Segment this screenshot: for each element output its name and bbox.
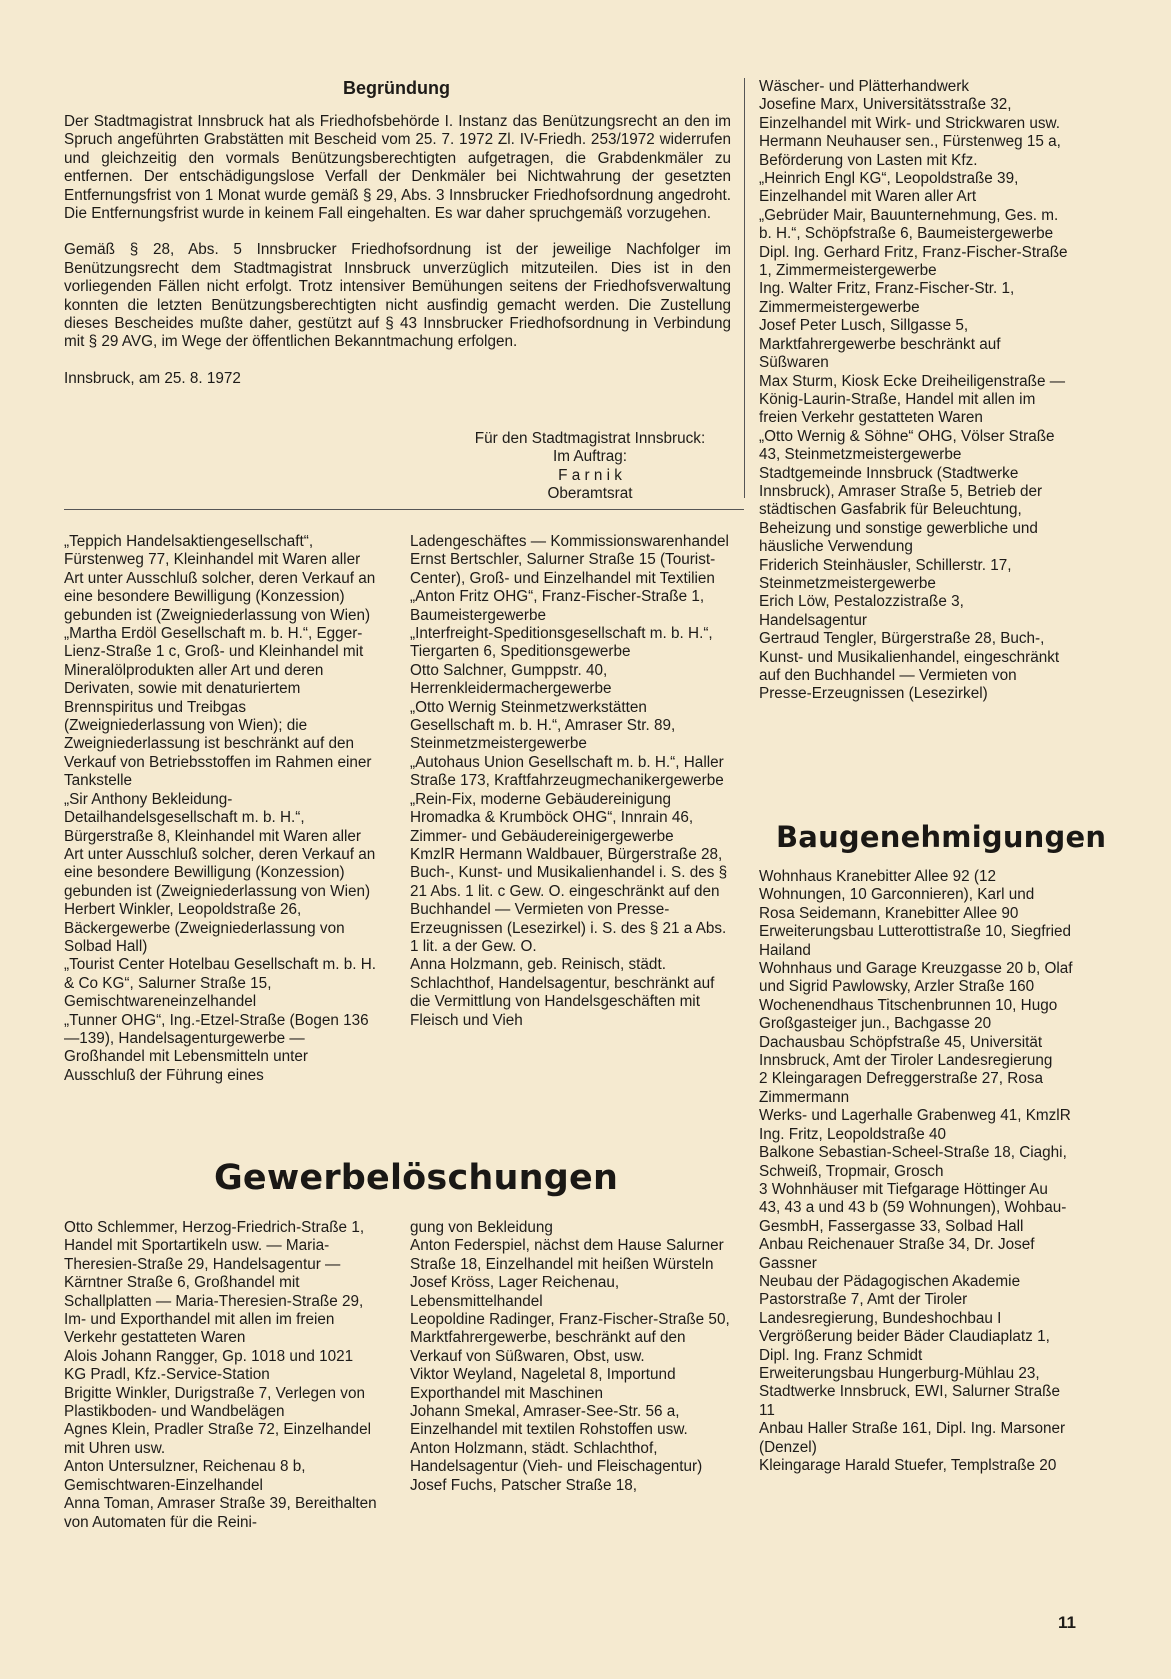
list-item: „Martha Erdöl Gesellschaft m. b. H.“, Egger-Lienz-Straße 1 c, Groß- und Kleinhandel mit Mineralölprodukten aller Art und deren Derivaten, sowie mit denaturiertem Brennspiritus und Treibgas (Zweigniederlassung von Wien); die Zweigniederlassung ist beschränkt auf den Verkauf von Betriebsstoffen im Rahmen einer Tankstelle (64, 625, 372, 790)
deletions-column-1 (64, 1219, 378, 1532)
list-item: Anton Holzmann, städt. Schlachthof, Handelsagentur (Vieh- und Fleischagentur) (410, 1439, 703, 1476)
list-item: Anton Untersulzner, Reichenau 8 b, Gemischtwaren-Einzelhandel (64, 1458, 306, 1494)
list-item: Stadtgemeinde Innsbruck (Stadtwerke Innsbruck), Amraser Straße 5, Betrieb der städtischen Gasfabrik für Beleuchtung, Beheizung und sonstige gewerbliche und häusliche Verwendung (759, 464, 1043, 556)
list-item: Neubau der Pädagogischen Akademie Pastorstraße 7, Amt der Tiroler Landesregierung, Bundeshochbau I (759, 1272, 1021, 1327)
list-item: KmzlR Hermann Waldbauer, Bürgerstraße 28, Buch-, Kunst- und Musikalienhandel i. S. des § 21 Abs. 1 lit. c Gew. O. eingeschränkt auf den Buchhandel — Vermieten von Presse-Erzeugnissen (Lesezirkel) i. S. des § 21 a Abs. 1 lit. a der Gew. O. (410, 845, 728, 955)
list-item: Wäscher- und Plätterhandwerk (759, 78, 970, 95)
begruendung-paragraph-2: Gemäß § 28, Abs. 5 Innsbrucker Friedhofsordnung ist der jeweilige Nachfolger im Benützungsrecht dem Stadtmagistrat Innsbruck unverzüglich mitzuteilen. Dies ist in den vorliegenden Fällen nicht erfolgt. Trotz intensiver Bemühungen seitens der Friedhofsverwaltung konnten die letzten Benützungsberechtigten nicht ausfindig gemacht werden. Die Zustellung dieses Bescheides mußte daher, gestützt auf § 43 Innsbrucker Friedhofsordnung in Verbindung mit § 29 AVG, im Wege der öffentlichen Bekanntmachung erfolgen. (64, 241, 731, 351)
list-item: Erweiterungsbau Hungerburg-Mühlau 23, Stadtwerke Innsbruck, EWI, Salurner Straße 11 (759, 1364, 1060, 1419)
signature-block (440, 430, 740, 504)
begruendung-date: Innsbruck, am 25. 8. 1972 (64, 369, 241, 387)
list-item: 2 Kleingaragen Defreggerstraße 27, Rosa Zimmermann (759, 1070, 1044, 1106)
list-item: Ladengeschäftes — Kommissionswarenhandel (410, 533, 729, 550)
baugenehmigungen-list (759, 868, 1073, 1475)
list-item: Hermann Neuhauser sen., Fürstenweg 15 a, Beförderung von Lasten mit Kfz. (759, 133, 1061, 169)
list-item: „Autohaus Union Gesellschaft m. b. H.“, Haller Straße 173, Kraftfahrzeugmechanikergewerbe (410, 753, 724, 790)
list-item: Agnes Klein, Pradler Straße 72, Einzelhandel mit Uhren usw. (64, 1421, 371, 1457)
list-item: Wohnhaus Kranebitter Allee 92 (12 Wohnungen, 10 Garconnieren), Karl und Rosa Seidemann, Kranebitter Allee 90 (759, 868, 1035, 922)
list-item: Werks- und Lagerhalle Grabenweg 41, KmzlR Ing. Fritz, Leopoldstraße 40 (759, 1107, 1071, 1143)
signature-line-3: F a r n i k (558, 466, 622, 484)
list-item: Balkone Sebastian-Scheel-Straße 18, Ciaghi, Schweiß, Tropmair, Grosch (759, 1144, 1067, 1180)
list-item: Erich Löw, Pestalozzistraße 3, Handelsagentur (759, 593, 964, 629)
list-item: „Sir Anthony Bekleidung-Detailhandelsgesellschaft m. b. H.“, Bürgerstraße 8, Kleinhandel mit Waren aller Art unter Ausschluß solcher, deren Verkauf an eine besondere Bewilligung (Konzession) gebunden ist (Zweigniederlassung von Wien) (64, 790, 376, 900)
gewerbeloeschungen-title: Gewerbelöschungen (214, 1158, 619, 1198)
signature-line-4: Oberamtsrat (547, 485, 633, 503)
list-item: „Teppich Handelsaktiengesellschaft“, Fürstenweg 77, Kleinhandel mit Waren aller Art unter Ausschluß solcher, deren Verkauf an eine besondere Bewilligung (Konzession) gebunden ist (Zweigniederlassung von Wien) (64, 533, 376, 624)
list-item: Otto Schlemmer, Herzog-Friedrich-Straße 1, Handel mit Sportartikeln usw. — Maria-Theresien-Straße 29, Handelsagentur — Kärntner Straße 6, Großhandel mit Schallplatten — Maria-Theresien-Straße 29, Im- und Exporthandel mit allen im freien Verkehr gestatteten Waren (64, 1219, 365, 1347)
new-trade-column-1 (64, 533, 378, 1085)
list-item: gung von Bekleidung (410, 1219, 553, 1236)
list-item: Anbau Haller Straße 161, Dipl. Ing. Marsoner (Denzel) (759, 1420, 1066, 1456)
list-item: Dipl. Ing. Gerhard Fritz, Franz-Fischer-Straße 1, Zimmermeistergewerbe (759, 243, 1068, 280)
list-item: „Interfreight-Speditionsgesellschaft m. b. H.“, Tiergarten 6, Speditionsgewerbe (410, 625, 713, 661)
list-item: Josef Peter Lusch, Sillgasse 5, Marktfahrergewerbe beschränkt auf Süßwaren (759, 317, 1001, 372)
section-divider (64, 509, 744, 510)
list-item: „Heinrich Engl KG“, Leopoldstraße 39, Einzelhandel mit Waren aller Art (759, 170, 1019, 206)
list-item: Wochenendhaus Titschenbrunnen 10, Hugo Großgasteiger jun., Bachgasse 20 (759, 996, 1058, 1033)
list-item: 3 Wohnhäuser mit Tiefgarage Höttinger Au 43, 43 a und 43 b (59 Wohnungen), Wohbau-GesmbH, Fassergasse 33, Solbad Hall (759, 1180, 1067, 1235)
baugenehmigungen-title: Baugenehmigungen (776, 820, 1107, 854)
list-item: „Gebrüder Mair, Bauunternehmung, Ges. m. b. H.“, Schöpfstraße 6, Baumeistergewerbe (759, 206, 1059, 243)
list-item: Anbau Reichenauer Straße 34, Dr. Josef Gassner (759, 1236, 1035, 1272)
new-trade-column-2 (410, 533, 732, 1030)
list-item: Josefine Marx, Universitätsstraße 32, Einzelhandel mit Wirk- und Strickwaren usw. (759, 96, 1060, 132)
list-item: Leopoldine Radinger, Franz-Fischer-Straße 50, Marktfahrergewerbe, beschränkt auf den Verkauf von Süßwaren, Obst, usw. (410, 1311, 730, 1365)
list-item: Otto Salchner, Gumppstr. 40, Herrenkleidermachergewerbe (410, 661, 612, 698)
list-item: Herbert Winkler, Leopoldstraße 26, Bäckergewerbe (Zweigniederlassung von Solbad Hall) (64, 901, 345, 955)
list-item: „Anton Fritz OHG“, Franz-Fischer-Straße 1, Baumeistergewerbe (410, 588, 705, 624)
list-item: Gertraud Tengler, Bürgerstraße 28, Buch-, Kunst- und Musikalienhandel, eingeschränkt auf den Buchhandel — Vermieten von Presse-Erzeugnissen (Lesezirkel) (759, 630, 1060, 703)
list-item: Erweiterungsbau Lutterottistraße 10, Siegfried Hailand (759, 923, 1072, 959)
list-item: Josef Kröss, Lager Reichenau, Lebensmittelhandel (410, 1274, 620, 1310)
list-item: „Otto Wernig & Söhne“ OHG, Völser Straße 43, Steinmetzmeistergewerbe (759, 427, 1055, 464)
list-item: Ing. Walter Fritz, Franz-Fischer-Str. 1, Zimmermeistergewerbe (759, 280, 1015, 316)
list-item: Friderich Steinhäusler, Schillerstr. 17, Steinmetzmeistergewerbe (759, 556, 1012, 592)
list-item: Anna Toman, Amraser Straße 39, Bereithalten von Automaten für die Reini- (64, 1495, 377, 1531)
begruendung-title: Begründung (343, 78, 450, 98)
list-item: Josef Fuchs, Patscher Straße 18, (410, 1476, 638, 1494)
begruendung-paragraph-1: Der Stadtmagistrat Innsbruck hat als Friedhofsbehörde I. Instanz das Benützungsrecht an den im Spruch angeführten Grabstätten mit Bescheid vom 25. 7. 1972 Zl. IV-Friedh. 253/1972 widerrufen und gleichzeitig den vormals Benützungsberechtigten aufgetragen, die Grabdenkmäler zu entfernen. Der entschädigungslose Verfall der Denkmäler bei Nichtwahrung der gesetzten Entfernungsfrist von 1 Monat wurde gemäß § 29, Abs. 3 Innsbrucker Friedhofsordnung angedroht. Die Entfernungsfrist wurde in keinem Fall eingehalten. Es war daher spruchgemäß vorzugehen. (64, 113, 731, 223)
list-item: „Tunner OHG“, Ing.-Etzel-Straße (Bogen 136—139), Handelsagenturgewerbe — Großhandel mit Lebensmitteln unter Ausschluß der Führung eines (64, 1011, 369, 1084)
page-number: 11 (1058, 1613, 1076, 1632)
column-divider (744, 78, 745, 498)
list-item: Johann Smekal, Amraser-See-Str. 56 a, Einzelhandel mit textilen Rohstoffen usw. (410, 1403, 688, 1439)
list-item: Anton Federspiel, nächst dem Hause Salurner Straße 18, Einzelhandel mit heißen Würsteln (410, 1237, 724, 1273)
signature-line-2: Im Auftrag: (553, 448, 627, 466)
list-item: Viktor Weyland, Nageletal 8, Importund Exporthandel mit Maschinen (410, 1366, 676, 1402)
right-column-entries (759, 78, 1073, 704)
list-item: „Rein-Fix, moderne Gebäudereinigung Hromadka & Krumböck OHG“, Innrain 46, Zimmer- und Gebäudereinigergewerbe (410, 790, 694, 845)
list-item: Wohnhaus und Garage Kreuzgasse 20 b, Olaf und Sigrid Pawlowsky, Arzler Straße 160 (759, 960, 1073, 996)
list-item: Vergrößerung beider Bäder Claudiaplatz 1, Dipl. Ing. Franz Schmidt (759, 1328, 1050, 1364)
list-item: Kleingarage Harald Stuefer, Templstraße 20 (759, 1457, 1057, 1474)
signature-line-1: Für den Stadtmagistrat Innsbruck: (474, 430, 706, 447)
list-item: Alois Johann Rangger, Gp. 1018 und 1021 KG Pradl, Kfz.-Service-Station (64, 1347, 354, 1384)
list-item: Anna Holzmann, geb. Reinisch, städt. Schlachthof, Handelsagentur, beschränkt auf die Vermittlung von Handelsgeschäften mit Fleisch und Vieh (410, 956, 715, 1029)
list-item: Dachausbau Schöpfstraße 45, Universität Innsbruck, Amt der Tiroler Landesregierung (759, 1033, 1053, 1070)
list-item: Max Sturm, Kiosk Ecke Dreiheiligenstraße — König-Laurin-Straße, Handel mit allen im freien Verkehr gestatteten Waren (759, 372, 1066, 427)
list-item: „Otto Wernig Steinmetzwerkstätten Gesellschaft m. b. H.“, Amraser Str. 89, Steinmetzmeistergewerbe (410, 698, 676, 753)
list-item: „Tourist Center Hotelbau Gesellschaft m. b. H. & Co KG“, Salurner Straße 15, Gemischtwareneinzelhandel (64, 956, 377, 1011)
list-item: Brigitte Winkler, Durigstraße 7, Verlegen von Plastikboden- und Wandbelägen (64, 1384, 365, 1421)
begruendung-body (64, 113, 731, 388)
list-item: Ernst Bertschler, Salurner Straße 15 (Tourist-Center), Groß- und Einzelhandel mit Textilien (410, 551, 716, 587)
deletions-column-2 (410, 1219, 732, 1495)
